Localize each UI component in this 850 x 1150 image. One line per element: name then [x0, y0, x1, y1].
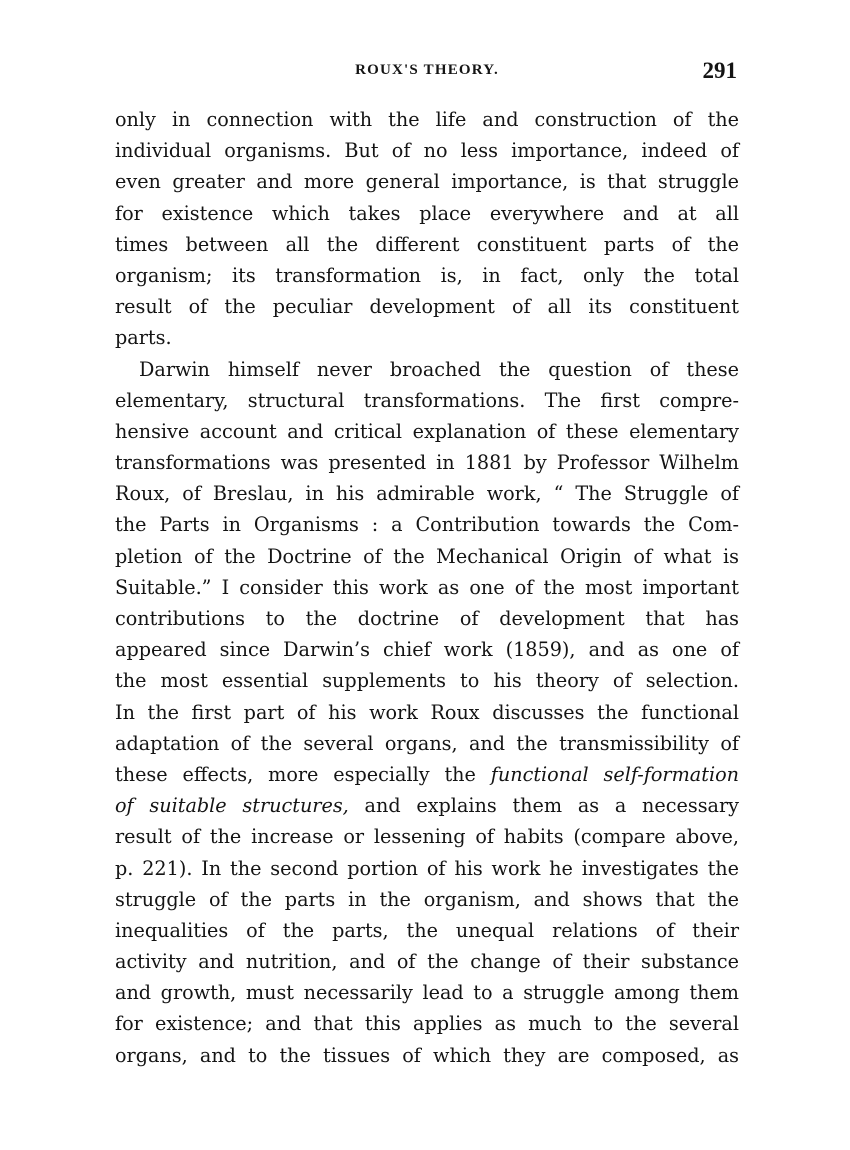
- text-line: struggle of the parts in the organism, and shows that the: [115, 887, 739, 911]
- text-line: Darwin himself never broached the question of these: [139, 357, 739, 381]
- body-text: [115, 104, 739, 1071]
- text-line: times between all the different constituent parts of the: [115, 232, 739, 256]
- text-line: pletion of the Doctrine of the Mechanical Origin of what is: [115, 544, 739, 568]
- italic-phrase: of suitable structures,: [115, 794, 349, 818]
- text-line: only in connection with the life and construction of the: [115, 108, 739, 131]
- text-line: result of the peculiar development of all its constituent: [115, 295, 739, 319]
- text-line: In the first part of his work Roux discusses the functional: [115, 700, 739, 724]
- text-line: the Parts in Organisms : a Contribution towards the Com-: [115, 513, 739, 537]
- text-line: transformations was presented in 1881 by Professor Wilhelm: [115, 451, 739, 475]
- text-line: p. 221). In the second portion of his work he investigates the: [115, 856, 739, 880]
- text-line: adaptation of the several organs, and the transmissibility of: [115, 731, 739, 755]
- text-line: [115, 790, 739, 821]
- text-line: hensive account and critical explanation of these elementary: [115, 419, 739, 443]
- text-line: [115, 759, 739, 790]
- text-line: and growth, must necessarily lead to a struggle among them: [115, 981, 739, 1005]
- page-number: 291: [702, 58, 737, 83]
- text-line: individual organisms. But of no less importance, indeed of: [115, 139, 739, 163]
- text-line: activity and nutrition, and of the change of their substance: [115, 950, 739, 974]
- text-line: result of the increase or lessening of habits (compare above,: [115, 825, 739, 849]
- text-line: organs, and to the tissues of which they are composed, as: [115, 1043, 739, 1067]
- text-line: elementary, structural transformations. The first compre-: [115, 388, 739, 412]
- text-line: inequalities of the parts, the unequal relations of their: [115, 918, 739, 942]
- text-line: for existence which takes place everywhere and at all: [115, 201, 739, 225]
- running-title: ROUX'S THEORY.: [355, 62, 499, 78]
- text-run: these effects, more especially the: [115, 762, 491, 786]
- text-line: parts.: [115, 326, 172, 350]
- text-run: and explains them as a necessary: [348, 794, 739, 818]
- text-line: Roux, of Breslau, in his admirable work, “ The Struggle of: [115, 482, 739, 506]
- text-line: Suitable.” I consider this work as one of the most important: [115, 575, 739, 599]
- text-line: for existence; and that this applies as much to the several: [115, 1012, 739, 1036]
- text-line: even greater and more general importance, is that struggle: [115, 170, 739, 194]
- italic-phrase: functional self-formation: [490, 762, 739, 786]
- text-line: appeared since Darwin’s chief work (1859), and as one of: [115, 638, 739, 662]
- text-line: the most essential supplements to his theory of selection.: [115, 669, 739, 693]
- text-line: contributions to the doctrine of development that has: [115, 607, 739, 630]
- text-line: organism; its transformation is, in fact, only the total: [115, 263, 739, 287]
- running-head: [115, 58, 739, 90]
